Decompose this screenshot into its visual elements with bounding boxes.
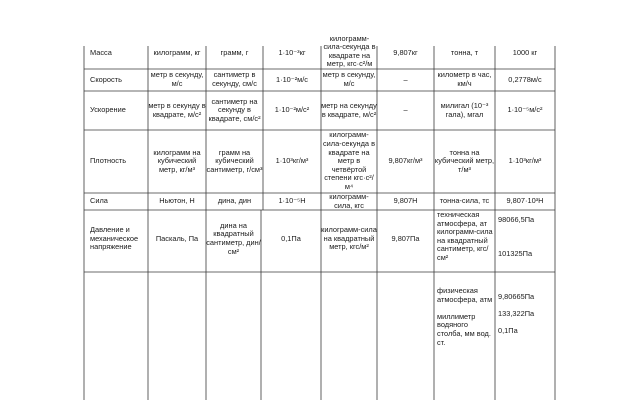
row-speed-ratio: 1·10⁻²м/с: [276, 74, 308, 84]
row-speed-mks: метр в секунду, м/с: [322, 70, 376, 88]
row-pressure-si: Паскаль, Па: [155, 233, 199, 243]
row-extra-other: физическая атмосфера, атм миллиметр водяного столба, мм вод. ст.: [437, 286, 493, 347]
row-accel-other: милигал (10⁻³ гала), мгал: [440, 100, 489, 119]
row-force-other-ratio: 9,807·10³Н: [506, 196, 544, 206]
row-accel-name: Ускорение: [90, 105, 126, 115]
row-force-mks-ratio: 9,807Н: [393, 196, 418, 206]
row-density-mks-ratio: 9,807кг/м³: [388, 156, 423, 166]
row-mass-mks-ratio: 9,807кг: [393, 47, 418, 57]
row-mass-mks: килограмм-сила-секунда в квадрате на метр, кгс·с²/м: [323, 33, 376, 69]
row-extra-mks: [321, 272, 377, 292]
row-mass-other: тонна, т: [450, 47, 479, 57]
row-accel-ratio: 1·10⁻²м/с²: [274, 105, 310, 115]
row-speed-name: Скорость: [90, 74, 122, 84]
row-force-cgs: дина, дин: [217, 196, 252, 206]
row-density-name: Плотность: [90, 156, 127, 166]
row-density-ratio: 1·10³кг/м³: [275, 156, 309, 166]
row-mass-ratio: 1·10⁻³кг: [278, 47, 306, 57]
row-density-cgs: грамм на кубический сантиметр, г/см³: [206, 147, 263, 174]
row-speed-si: метр в секунду, м/с: [150, 70, 204, 88]
row-density-other-ratio: 1·10³кг/м³: [508, 156, 542, 166]
row-pressure-ratio: 0,1Па: [281, 233, 301, 243]
row-extra-si: [148, 272, 206, 292]
row-accel-cgs: сантиметр на секунду в квадрате, см/с²: [208, 96, 261, 123]
row-extra-cgs: [206, 272, 261, 292]
row-extra-name: [90, 272, 146, 292]
row-pressure-other: техническая атмосфера, ат килограмм-сила на квадратный сантиметр, кгс/см²: [437, 210, 493, 262]
row-density-other: тонна на кубический метр, т/м³: [434, 147, 495, 174]
row-accel-mks-ratio: –: [403, 105, 408, 115]
row-pressure-other-ratio: 98066,5Па 101325Па: [498, 215, 535, 259]
row-force-name: Сила: [90, 196, 108, 206]
row-pressure-mks: килограмм-сила на квадратный метр, кгс/м²: [321, 225, 377, 252]
row-force-other: тонна-сила, тс: [439, 196, 490, 206]
row-extra-mks-ratio: [377, 272, 434, 292]
row-pressure-mks-ratio: 9,807Па: [391, 233, 420, 243]
row-force-si: Ньютон, Н: [159, 196, 195, 206]
row-extra-ratio: [261, 272, 321, 292]
row-mass-cgs: грамм, г: [220, 47, 249, 57]
row-speed-other-ratio: 0,2778м/с: [508, 74, 542, 84]
row-accel-mks: метр на секунду в квадрате, м/с²: [321, 100, 377, 119]
row-accel-si: метр в секунду в квадрате, м/с²: [148, 100, 206, 119]
row-speed-other: километр в час, км/ч: [437, 70, 492, 88]
row-speed-cgs: сантиметр в секунду, см/с: [212, 70, 257, 88]
row-accel-other-ratio: 1·10⁻⁵м/с²: [507, 105, 543, 115]
row-force-mks: килограмм-сила, кгс: [329, 191, 369, 210]
row-density-si: килограмм на кубический метр, кг/м³: [153, 147, 201, 174]
row-pressure-cgs: дина на квадратный сантиметр, дин/см²: [206, 220, 261, 256]
row-mass-si: килограмм, кг: [153, 47, 201, 57]
row-mass-name: Масса: [90, 47, 112, 57]
row-mass-other-ratio: 1000 кг: [512, 47, 538, 57]
row-extra-other-ratio: 9,80665Па 133,322Па 0,1Па: [498, 292, 535, 336]
row-force-ratio: 1·10⁻⁵Н: [278, 196, 306, 206]
row-pressure-name: Давление и механическое напряжение: [90, 225, 139, 252]
row-speed-mks-ratio: –: [403, 74, 408, 84]
row-density-mks: килограмм-сила-секунда в квадрате на метр в четвёртой степени кгс·с²/м⁴: [322, 130, 375, 191]
